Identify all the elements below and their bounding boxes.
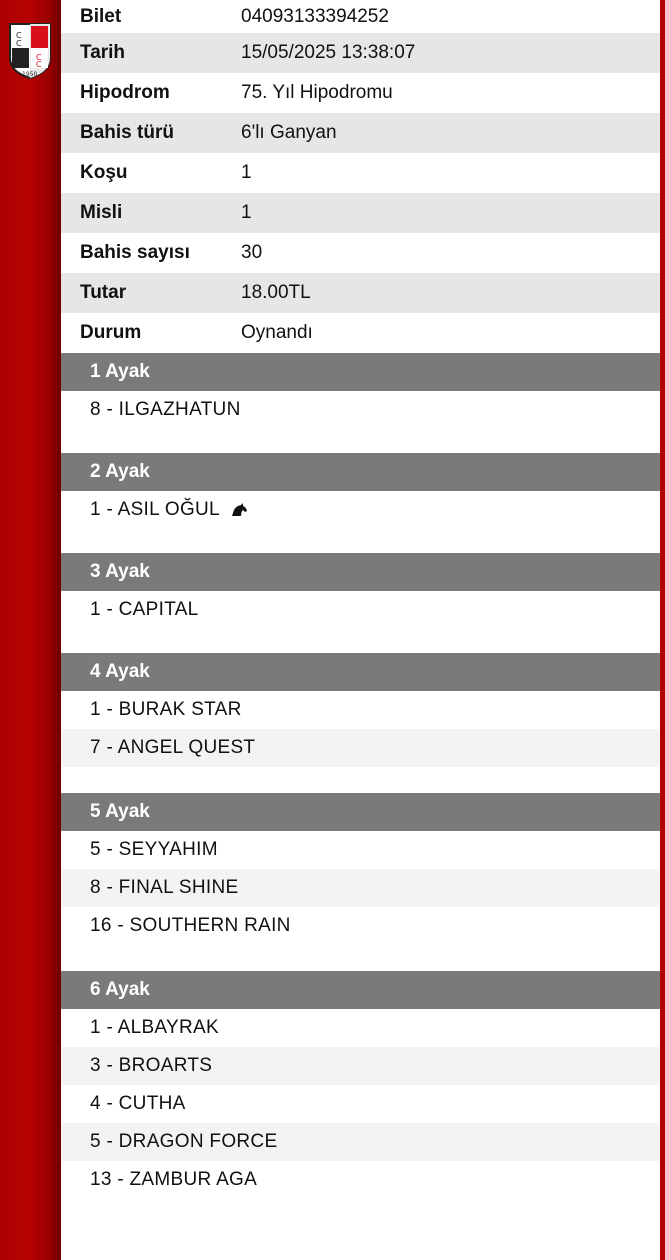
leg-horse-item: 4 - CUTHA [90,1093,186,1114]
info-value: 04093133394252 [241,5,389,27]
leg-horse-item: 5 - DRAGON FORCE [61,1123,660,1161]
leg-horse-item: 8 - ILGAZHATUN [90,399,241,420]
info-row-durum [61,313,660,353]
leg-spacer [61,629,660,653]
leg-horse-item: 7 - ANGEL QUEST [61,729,660,767]
info-label: Bilet [80,5,122,27]
leg-horse-item [61,491,660,529]
leg-horse-item: 1 - BURAK STAR [90,699,242,720]
info-value: 6'lı Ganyan [241,122,337,143]
leg-spacer [61,529,660,553]
horse-head-icon [230,503,248,517]
info-row-misli [61,193,660,233]
svg-text:C: C [16,39,22,48]
info-label: Misli [80,202,123,223]
club-logo [6,20,54,80]
info-value: Oynandı [241,322,313,343]
leg-horse-item: 8 - FINAL SHINE [61,869,660,907]
leg-horse-item: 5 - SEYYAHIM [90,839,218,860]
svg-text:C: C [36,53,42,62]
leg-header: 4 Ayak [61,653,660,691]
info-label: Koşu [80,162,128,183]
left-side-bar [0,0,61,1260]
leg-spacer [61,767,660,793]
horse-label: 1 - ASIL OĞUL [90,499,220,520]
leg-header: 6 Ayak [61,971,660,1009]
info-label: Bahis türü [80,122,174,143]
leg-spacer [61,945,660,971]
info-value: 15/05/2025 13:38:07 [241,42,416,63]
info-row-bahis-sayisi [61,233,660,273]
info-row-kosu [61,153,660,193]
leg-horse-item: 1 - ALBAYRAK [90,1017,219,1038]
info-label: Tutar [80,282,127,303]
leg-horse-item: 13 - ZAMBUR AGA [90,1169,258,1190]
info-value: 1 [241,162,252,183]
right-side-bar [660,0,665,1260]
info-row-bahis-turu [61,113,660,153]
leg-horse-item: 16 - SOUTHERN RAIN [90,915,291,936]
svg-text:C: C [36,60,42,69]
svg-text:C: C [16,31,22,40]
info-label: Bahis sayısı [80,242,190,263]
leg-header: 1 Ayak [61,353,660,391]
info-value: 1 [241,202,252,223]
info-row-hipodrom [61,73,660,113]
leg-horse-item: 1 - CAPITAL [90,599,199,620]
info-row-tutar [61,273,660,313]
info-label: Durum [80,322,142,343]
svg-text:1950: 1950 [22,71,38,78]
leg-header: 3 Ayak [61,553,660,591]
leg-spacer [61,429,660,453]
info-value: 30 [241,242,263,263]
info-label: Hipodrom [80,82,170,103]
info-value: 18.00TL [241,282,311,303]
info-value: 75. Yıl Hipodromu [241,82,393,103]
ticket-detail [61,0,660,1199]
info-row-tarih [61,33,660,73]
info-row-bilet [61,0,660,33]
leg-header: 2 Ayak [61,453,660,491]
info-label: Tarih [80,42,126,63]
leg-header: 5 Ayak [61,793,660,831]
leg-horse-item: 3 - BROARTS [61,1047,660,1085]
